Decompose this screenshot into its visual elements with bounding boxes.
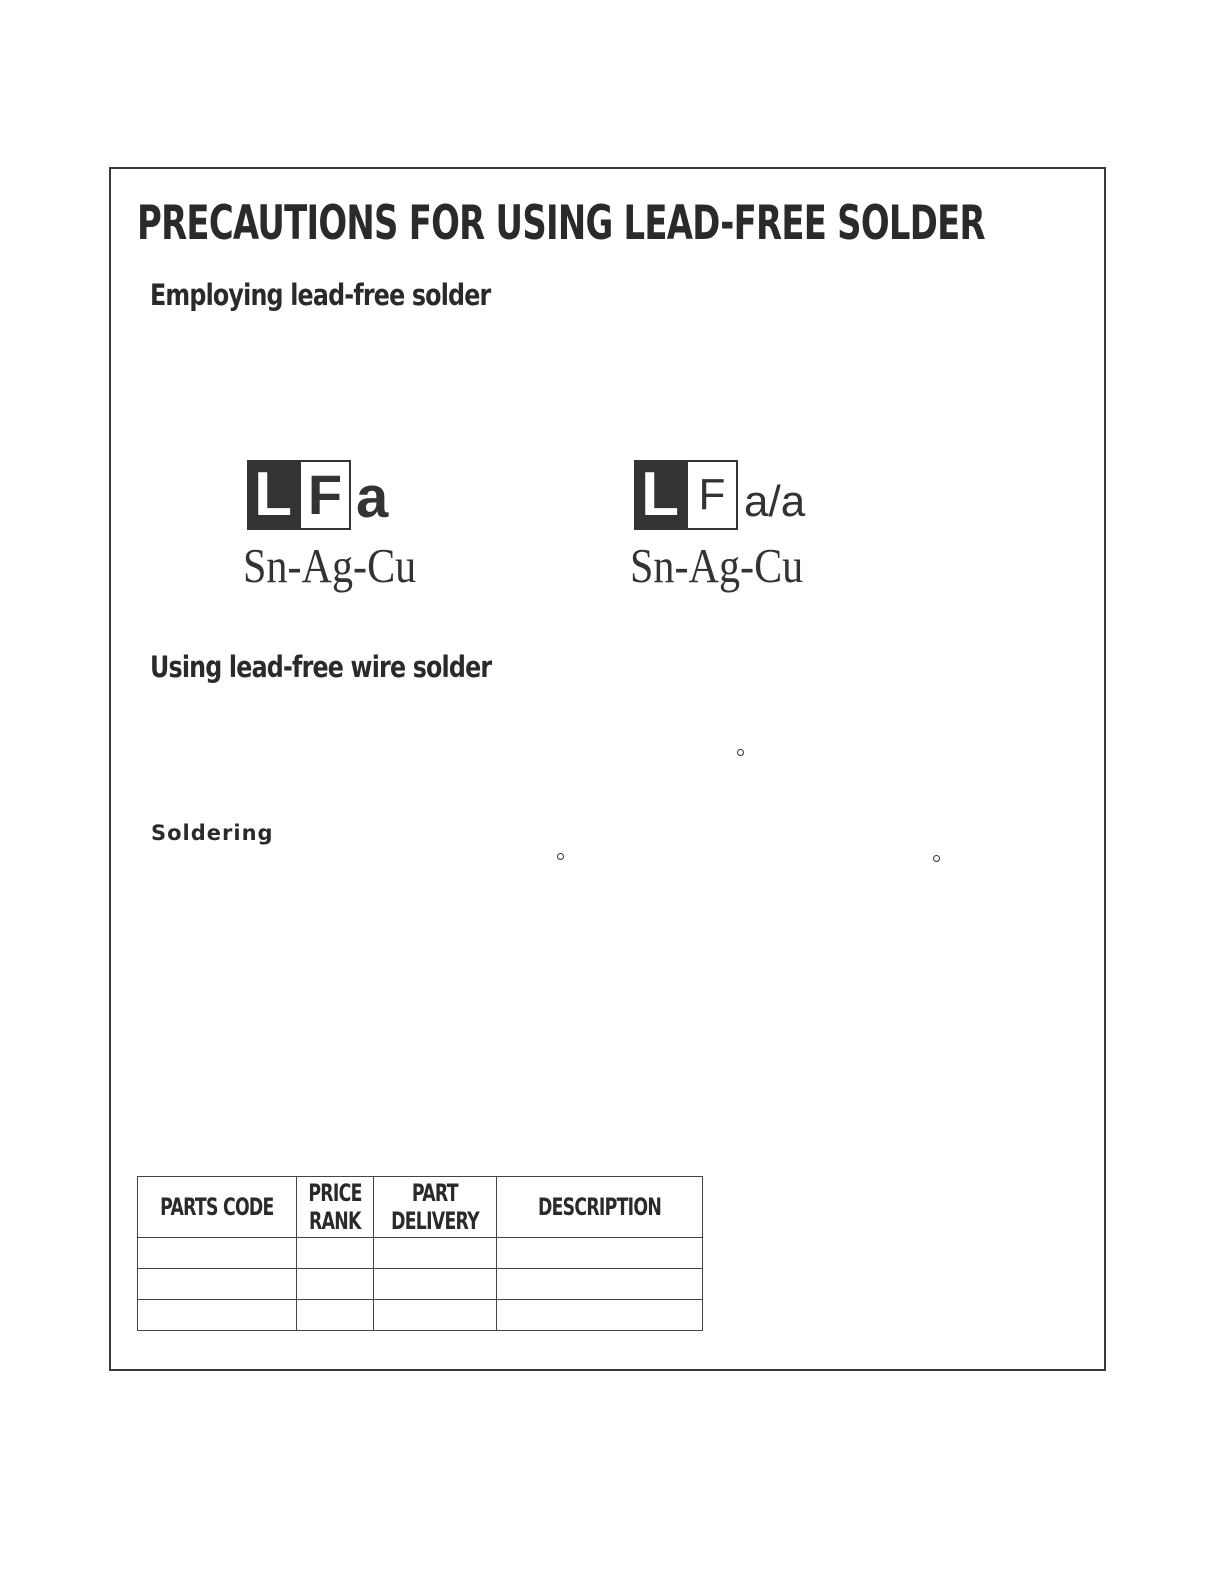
header-part-delivery: PART DELIVERY [373,1177,496,1238]
header-price-rank: PRICE RANK [296,1177,373,1238]
lf-suffix: a [356,465,389,530]
lf-box-l: L [634,460,686,530]
table-cell [138,1238,297,1269]
table-cell [373,1238,496,1269]
lead-free-mark [243,458,418,598]
lf-box-l: L [247,460,299,530]
table-header-row [138,1177,703,1238]
table-cell [496,1238,702,1269]
degree-symbol [933,855,940,862]
table-row [138,1238,703,1269]
table-cell [296,1300,373,1331]
table-row [138,1300,703,1331]
lead-free-mark [630,458,805,598]
lf-logo [247,460,351,530]
alloy-label: Sn-Ag-Cu [243,538,417,593]
table-cell [373,1269,496,1300]
lf-suffix: a/a [744,477,806,526]
parts-table [137,1176,703,1331]
section-heading-soldering: Soldering [151,821,274,845]
header-description: DESCRIPTION [496,1177,702,1238]
table-cell [373,1300,496,1331]
table-cell [496,1269,702,1300]
table-cell [496,1300,702,1331]
lf-box-f: F [686,460,738,530]
table-cell [138,1300,297,1331]
table-row [138,1269,703,1300]
degree-symbol [557,853,564,860]
header-parts-code: PARTS CODE [138,1177,297,1238]
table-cell [296,1238,373,1269]
section-heading-wire: Using lead-free wire solder [150,650,492,684]
degree-symbol [737,749,744,756]
lf-logo [634,460,738,530]
table-cell [138,1269,297,1300]
alloy-label: Sn-Ag-Cu [630,538,804,593]
table-cell [296,1269,373,1300]
lf-box-f: F [299,460,351,530]
page-title: PRECAUTIONS FOR USING LEAD-FREE SOLDER [137,196,985,251]
section-heading-employing: Employing lead-free solder [150,278,491,312]
